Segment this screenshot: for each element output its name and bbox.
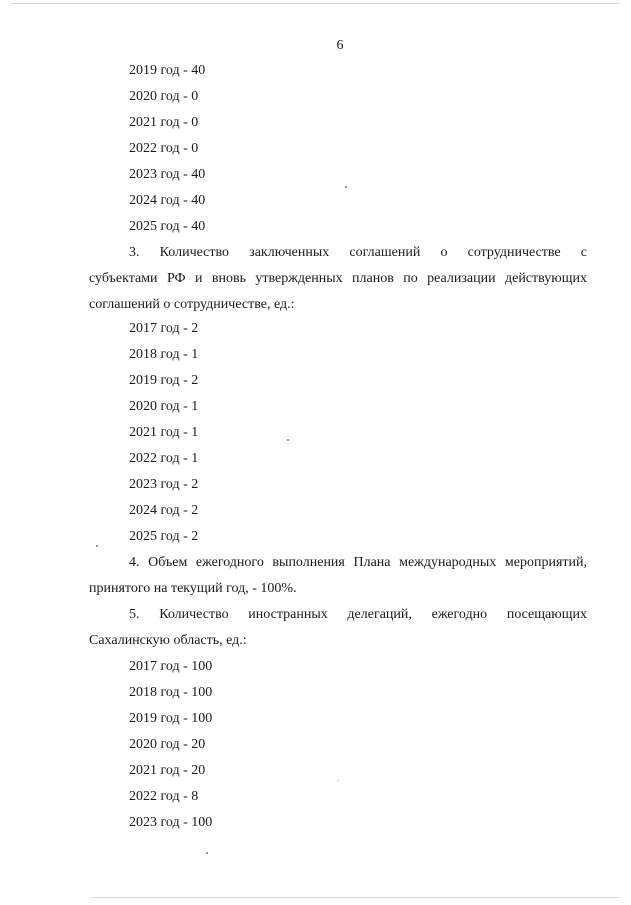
paragraph-line: соглашений о сотрудничестве, ед.:	[89, 297, 295, 312]
list-item: 2019 год - 100	[129, 711, 213, 726]
list-item: 2025 год - 40	[129, 219, 206, 234]
scan-speck	[96, 545, 98, 547]
list-item: 2020 год - 1	[129, 399, 199, 414]
list-item: 2022 год - 0	[129, 141, 199, 156]
list-item: 2017 год - 100	[129, 659, 213, 674]
paragraph-line: 3. Количество заключенных соглашений о сотрудничестве с	[129, 245, 587, 260]
list-item: 2021 год - 0	[129, 115, 199, 130]
list-item: 2019 год - 2	[129, 373, 199, 388]
scan-edge-bottom	[90, 897, 620, 898]
list-item: 2024 год - 40	[129, 193, 206, 208]
list-item: 2020 год - 20	[129, 737, 206, 752]
paragraph-line: субъектами РФ и вновь утвержденных планов по реализации действующих	[89, 271, 587, 286]
scan-speck	[206, 852, 208, 854]
paragraph-line: 4. Объем ежегодного выполнения Плана международных мероприятий,	[129, 555, 587, 570]
list-item: 2022 год - 8	[129, 789, 199, 804]
page-number: 6	[336, 38, 344, 53]
paragraph-line: Сахалинскую область, ед.:	[89, 633, 247, 648]
list-item: 2025 год - 2	[129, 529, 199, 544]
paragraph-item-3	[89, 240, 587, 318]
paragraph-item-4	[89, 550, 587, 602]
scan-speck	[345, 186, 347, 188]
list-item: 2023 год - 40	[129, 167, 206, 182]
list-item: 2022 год - 1	[129, 451, 199, 466]
list-item: 2018 год - 1	[129, 347, 199, 362]
scan-speck	[287, 439, 289, 441]
paragraph-line: принятого на текущий год, - 100%.	[89, 581, 297, 596]
scan-speck	[338, 780, 339, 781]
list-item: 2018 год - 100	[129, 685, 213, 700]
list-item: 2021 год - 1	[129, 425, 199, 440]
list-item: 2023 год - 100	[129, 815, 213, 830]
list-item: 2021 год - 20	[129, 763, 206, 778]
paragraph-item-5	[89, 602, 587, 654]
list-item: 2024 год - 2	[129, 503, 199, 518]
scan-edge-top	[10, 3, 620, 4]
list-item: 2020 год - 0	[129, 89, 199, 104]
list-item: 2023 год - 2	[129, 477, 199, 492]
paragraph-line: 5. Количество иностранных делегаций, ежегодно посещающих	[129, 607, 587, 622]
list-item: 2017 год - 2	[129, 321, 199, 336]
list-item: 2019 год - 40	[129, 63, 206, 78]
